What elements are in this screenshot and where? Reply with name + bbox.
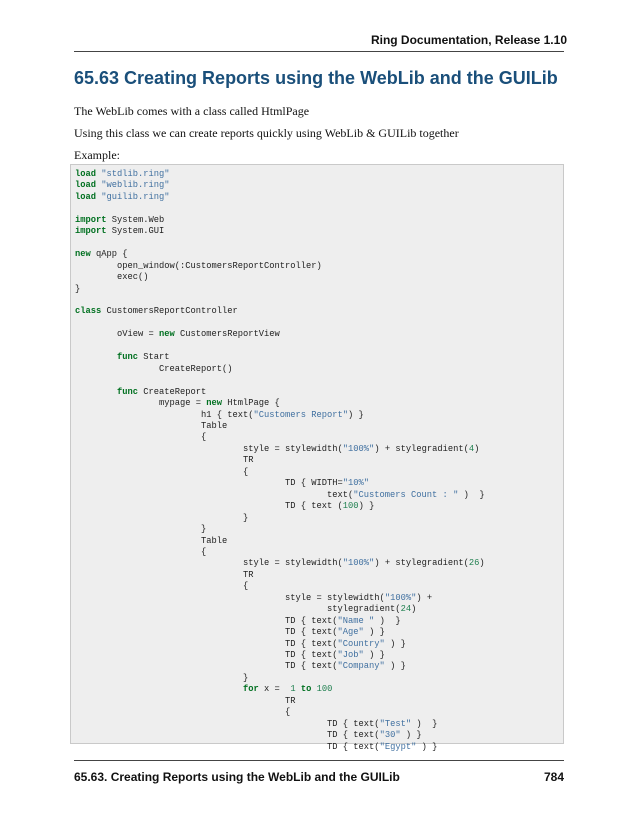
code-token: TD { text(	[75, 627, 338, 638]
code-token: load	[75, 191, 97, 202]
code-line	[75, 398, 280, 408]
code-line	[75, 627, 385, 637]
code-line	[75, 673, 248, 683]
code-token: System.GUI	[106, 226, 165, 237]
code-token: {	[75, 707, 291, 718]
code-token: "Customers Report"	[253, 409, 349, 420]
code-token: ) }	[363, 627, 385, 638]
code-token: TD { text(	[75, 615, 338, 626]
code-token: for	[243, 684, 259, 695]
footer-section-title: 65.63. Creating Reports using the WebLib and the GUILib	[74, 770, 400, 784]
code-token: ) +	[416, 592, 433, 603]
code-token: "Country"	[337, 638, 385, 649]
code-token: Table	[75, 420, 228, 431]
code-line	[75, 661, 406, 671]
code-line	[75, 524, 206, 534]
code-token: 26	[468, 558, 480, 569]
code-line	[75, 421, 227, 431]
code-token: import	[75, 226, 107, 237]
code-token: Table	[75, 535, 228, 546]
code-token: 1	[290, 684, 296, 695]
code-token: TD { text(	[75, 661, 338, 672]
code-token: exec()	[75, 272, 149, 283]
code-token	[75, 387, 117, 397]
code-token: CreateReport	[138, 386, 207, 397]
usage-paragraph: Using this class we can create reports quickly using WebLib & GUILib together	[74, 126, 459, 140]
page-number: 784	[543, 770, 564, 784]
code-token: ) + stylegradient(	[374, 558, 469, 569]
code-listing	[71, 165, 563, 753]
code-token: "Age"	[337, 627, 364, 638]
code-token: ) + stylegradient(	[374, 443, 469, 454]
code-token: HtmlPage {	[222, 398, 280, 409]
code-line	[75, 604, 416, 614]
footer-divider	[74, 760, 564, 761]
code-token: new	[206, 398, 223, 409]
code-token: TD { text(	[75, 718, 380, 729]
code-token: "10%"	[342, 478, 370, 489]
section-title: 65.63 Creating Reports using the WebLib and the GUILib	[74, 68, 558, 88]
code-token: "100%"	[342, 443, 375, 454]
code-token: "Egypt"	[379, 741, 417, 752]
code-token: new	[75, 249, 91, 260]
code-token: CreateReport()	[75, 363, 233, 374]
code-line	[75, 432, 206, 442]
code-token: TD { text(	[75, 650, 338, 661]
code-line	[75, 306, 238, 316]
code-token: }	[75, 512, 249, 523]
code-token: ) }	[384, 638, 406, 649]
code-line	[75, 501, 374, 511]
header-divider	[74, 51, 564, 52]
code-token: mypage =	[75, 398, 207, 409]
code-line	[75, 478, 369, 488]
code-token: TR	[75, 455, 254, 466]
code-token: "Name "	[337, 615, 375, 626]
code-token: }	[75, 672, 249, 683]
code-token: 4	[468, 443, 475, 454]
code-token: ) }	[416, 741, 438, 752]
code-token: System.Web	[106, 214, 165, 225]
code-token: load	[75, 180, 97, 191]
code-token: ) }	[400, 730, 422, 741]
code-token: TD { text (	[75, 501, 343, 512]
code-token: {	[75, 432, 207, 443]
running-header: Ring Documentation, Release 1.10	[370, 33, 567, 47]
code-token: style = stylewidth(	[75, 558, 343, 569]
code-token: text(	[75, 489, 354, 500]
code-token	[75, 684, 243, 694]
code-line	[75, 719, 437, 729]
code-token: TD { text(	[75, 638, 338, 649]
code-token: func	[117, 352, 139, 363]
code-line	[75, 192, 170, 202]
code-line	[75, 593, 432, 603]
code-line	[75, 650, 385, 660]
intro-paragraph: The WebLib comes with a class called HtmlPage	[74, 104, 310, 118]
code-token: "100%"	[342, 558, 375, 569]
code-token	[75, 352, 117, 362]
code-token: import	[75, 214, 107, 225]
code-line	[75, 180, 170, 190]
code-token: }	[75, 524, 207, 535]
code-line	[75, 387, 206, 397]
code-token: 24	[400, 604, 412, 615]
code-token: {	[75, 581, 249, 592]
code-line	[75, 364, 233, 374]
code-line	[75, 616, 401, 626]
code-token: h1 { text(	[75, 409, 254, 420]
code-token: ) }	[411, 718, 438, 729]
code-token: qApp {	[90, 249, 128, 260]
code-line	[75, 455, 254, 465]
code-token: TD { WIDTH=	[75, 478, 343, 489]
code-token: class	[75, 306, 102, 317]
code-token: "weblib.ring"	[101, 180, 170, 191]
example-label: Example:	[74, 148, 120, 162]
code-token: open_window(:CustomersReportController)	[75, 260, 322, 271]
code-token: stylegradient(	[75, 604, 401, 615]
code-line	[75, 444, 479, 454]
code-token: "Customers Count : "	[353, 489, 459, 500]
code-line	[75, 730, 422, 740]
code-token: ) }	[384, 661, 406, 672]
code-token: }	[75, 283, 81, 294]
code-block	[70, 164, 564, 752]
code-line	[75, 410, 364, 420]
code-token: "100%"	[384, 592, 417, 603]
code-token: CustomersReportController	[101, 306, 238, 317]
code-token: )	[474, 443, 480, 454]
code-token: Start	[138, 352, 170, 363]
code-token: ) }	[374, 615, 401, 626]
code-line	[75, 558, 485, 568]
code-token: {	[75, 466, 249, 477]
code-token: 100	[316, 684, 333, 695]
code-line	[75, 581, 248, 591]
code-token: to	[300, 684, 312, 695]
code-token: x =	[258, 684, 291, 695]
code-line	[75, 684, 332, 694]
code-token: "Test"	[379, 718, 412, 729]
code-token: "guilib.ring"	[101, 191, 170, 202]
code-token: new	[159, 329, 175, 340]
code-token: style = stylewidth(	[75, 592, 385, 603]
code-token: )	[411, 604, 417, 615]
code-token: 100	[342, 501, 359, 512]
code-token: TD { text(	[75, 730, 380, 741]
code-line	[75, 272, 149, 282]
code-token: CustomersReportView	[174, 329, 280, 340]
code-line	[75, 513, 248, 523]
code-token: "Job"	[337, 650, 364, 661]
code-line	[75, 570, 254, 580]
code-token: TD { text(	[75, 741, 380, 752]
code-line	[75, 696, 296, 706]
code-line	[75, 226, 164, 236]
code-token: load	[75, 169, 97, 179]
code-line	[75, 490, 485, 500]
code-token: "Company"	[337, 661, 385, 672]
code-line	[75, 352, 170, 362]
code-line	[75, 547, 206, 557]
code-token: TR	[75, 695, 296, 706]
code-line	[75, 707, 290, 717]
code-line	[75, 261, 322, 271]
code-token: ) }	[358, 501, 375, 512]
code-line	[75, 536, 227, 546]
code-line	[75, 169, 170, 179]
code-token: ) }	[458, 489, 485, 500]
code-line	[75, 249, 128, 259]
code-line	[75, 329, 280, 339]
code-token: style = stylewidth(	[75, 443, 343, 454]
code-token: ) }	[363, 650, 385, 661]
code-token: TR	[75, 569, 254, 580]
code-line	[75, 639, 406, 649]
code-token: "30"	[379, 730, 401, 741]
code-line	[75, 284, 80, 294]
code-line	[75, 215, 164, 225]
code-token: {	[75, 546, 207, 557]
code-token: oView =	[75, 329, 160, 340]
code-token: "stdlib.ring"	[101, 169, 170, 179]
code-token: )	[479, 558, 485, 569]
code-token: func	[117, 386, 139, 397]
code-line	[75, 742, 437, 752]
code-line	[75, 467, 248, 477]
code-token: ) }	[348, 409, 364, 420]
